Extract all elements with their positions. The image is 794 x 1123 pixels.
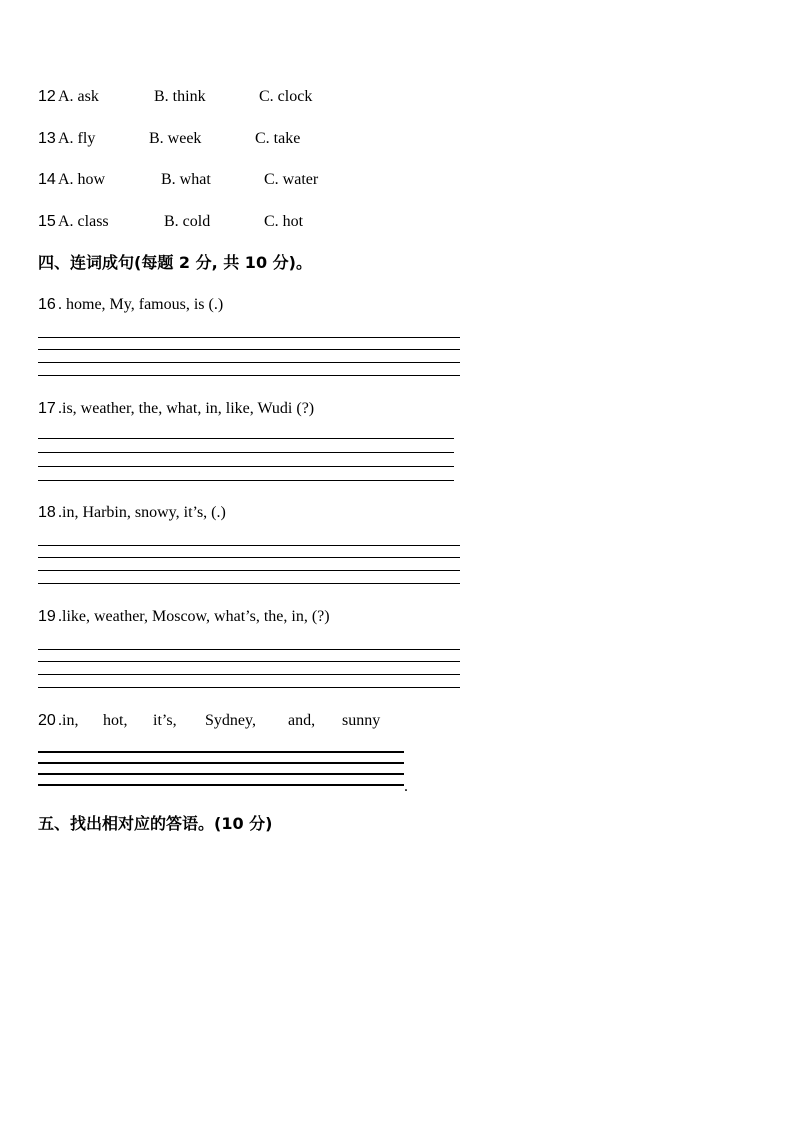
answer-line[interactable]	[38, 362, 460, 363]
word: sunny	[342, 712, 381, 729]
section-4-heading: 四、连词成句(每题 2 分, 共 10 分)。	[38, 253, 312, 272]
question-number: 13	[38, 130, 56, 147]
option-b: B. cold	[164, 213, 211, 230]
option-a: A. fly	[58, 130, 96, 147]
question-number: 14	[38, 171, 56, 188]
question-text: .like, weather, Moscow, what’s, the, in, (?)	[58, 608, 330, 625]
answer-line[interactable]	[38, 452, 454, 453]
question-text: . home, My, famous, is (.)	[58, 296, 224, 313]
answer-line[interactable]	[38, 674, 460, 675]
answer-line[interactable]	[38, 773, 404, 775]
end-period: .	[404, 778, 408, 795]
option-a: A. how	[58, 171, 106, 188]
answer-line[interactable]	[38, 583, 460, 584]
answer-line[interactable]	[38, 661, 460, 662]
option-c: C. take	[255, 130, 301, 147]
option-b: B. week	[149, 130, 202, 147]
option-c: C. water	[264, 171, 319, 188]
word: it’s,	[153, 712, 177, 729]
answer-line[interactable]	[38, 480, 454, 481]
question-number: 16	[38, 296, 56, 313]
answer-line[interactable]	[38, 466, 454, 467]
question-text: .in, Harbin, snowy, it’s, (.)	[58, 504, 226, 521]
option-b: B. what	[161, 171, 211, 188]
word: and,	[288, 712, 316, 729]
question-number: 17	[38, 400, 56, 417]
question-number: 18	[38, 504, 56, 521]
answer-line[interactable]	[38, 649, 460, 650]
answer-line[interactable]	[38, 438, 454, 439]
answer-line[interactable]	[38, 349, 460, 350]
answer-line[interactable]	[38, 762, 404, 764]
answer-line[interactable]	[38, 375, 460, 376]
word: Sydney,	[205, 712, 256, 729]
question-number: 19	[38, 608, 56, 625]
option-c: C. hot	[264, 213, 304, 230]
option-a: A. ask	[58, 88, 99, 105]
question-number: 20	[38, 712, 56, 729]
answer-line[interactable]	[38, 570, 460, 571]
section-5-heading: 五、找出相对应的答语。(10 分)	[38, 814, 273, 833]
answer-line[interactable]	[38, 784, 404, 786]
word: .in,	[58, 712, 79, 729]
option-b: B. think	[154, 88, 206, 105]
option-c: C. clock	[259, 88, 313, 105]
answer-line[interactable]	[38, 687, 460, 688]
answer-line[interactable]	[38, 337, 460, 338]
answer-line[interactable]	[38, 557, 460, 558]
question-number: 15	[38, 213, 56, 230]
option-a: A. class	[58, 213, 109, 230]
word: hot,	[103, 712, 128, 729]
answer-line[interactable]	[38, 545, 460, 546]
question-number: 12	[38, 88, 56, 105]
answer-line[interactable]	[38, 751, 404, 753]
question-text: .is, weather, the, what, in, like, Wudi (?)	[58, 400, 315, 417]
